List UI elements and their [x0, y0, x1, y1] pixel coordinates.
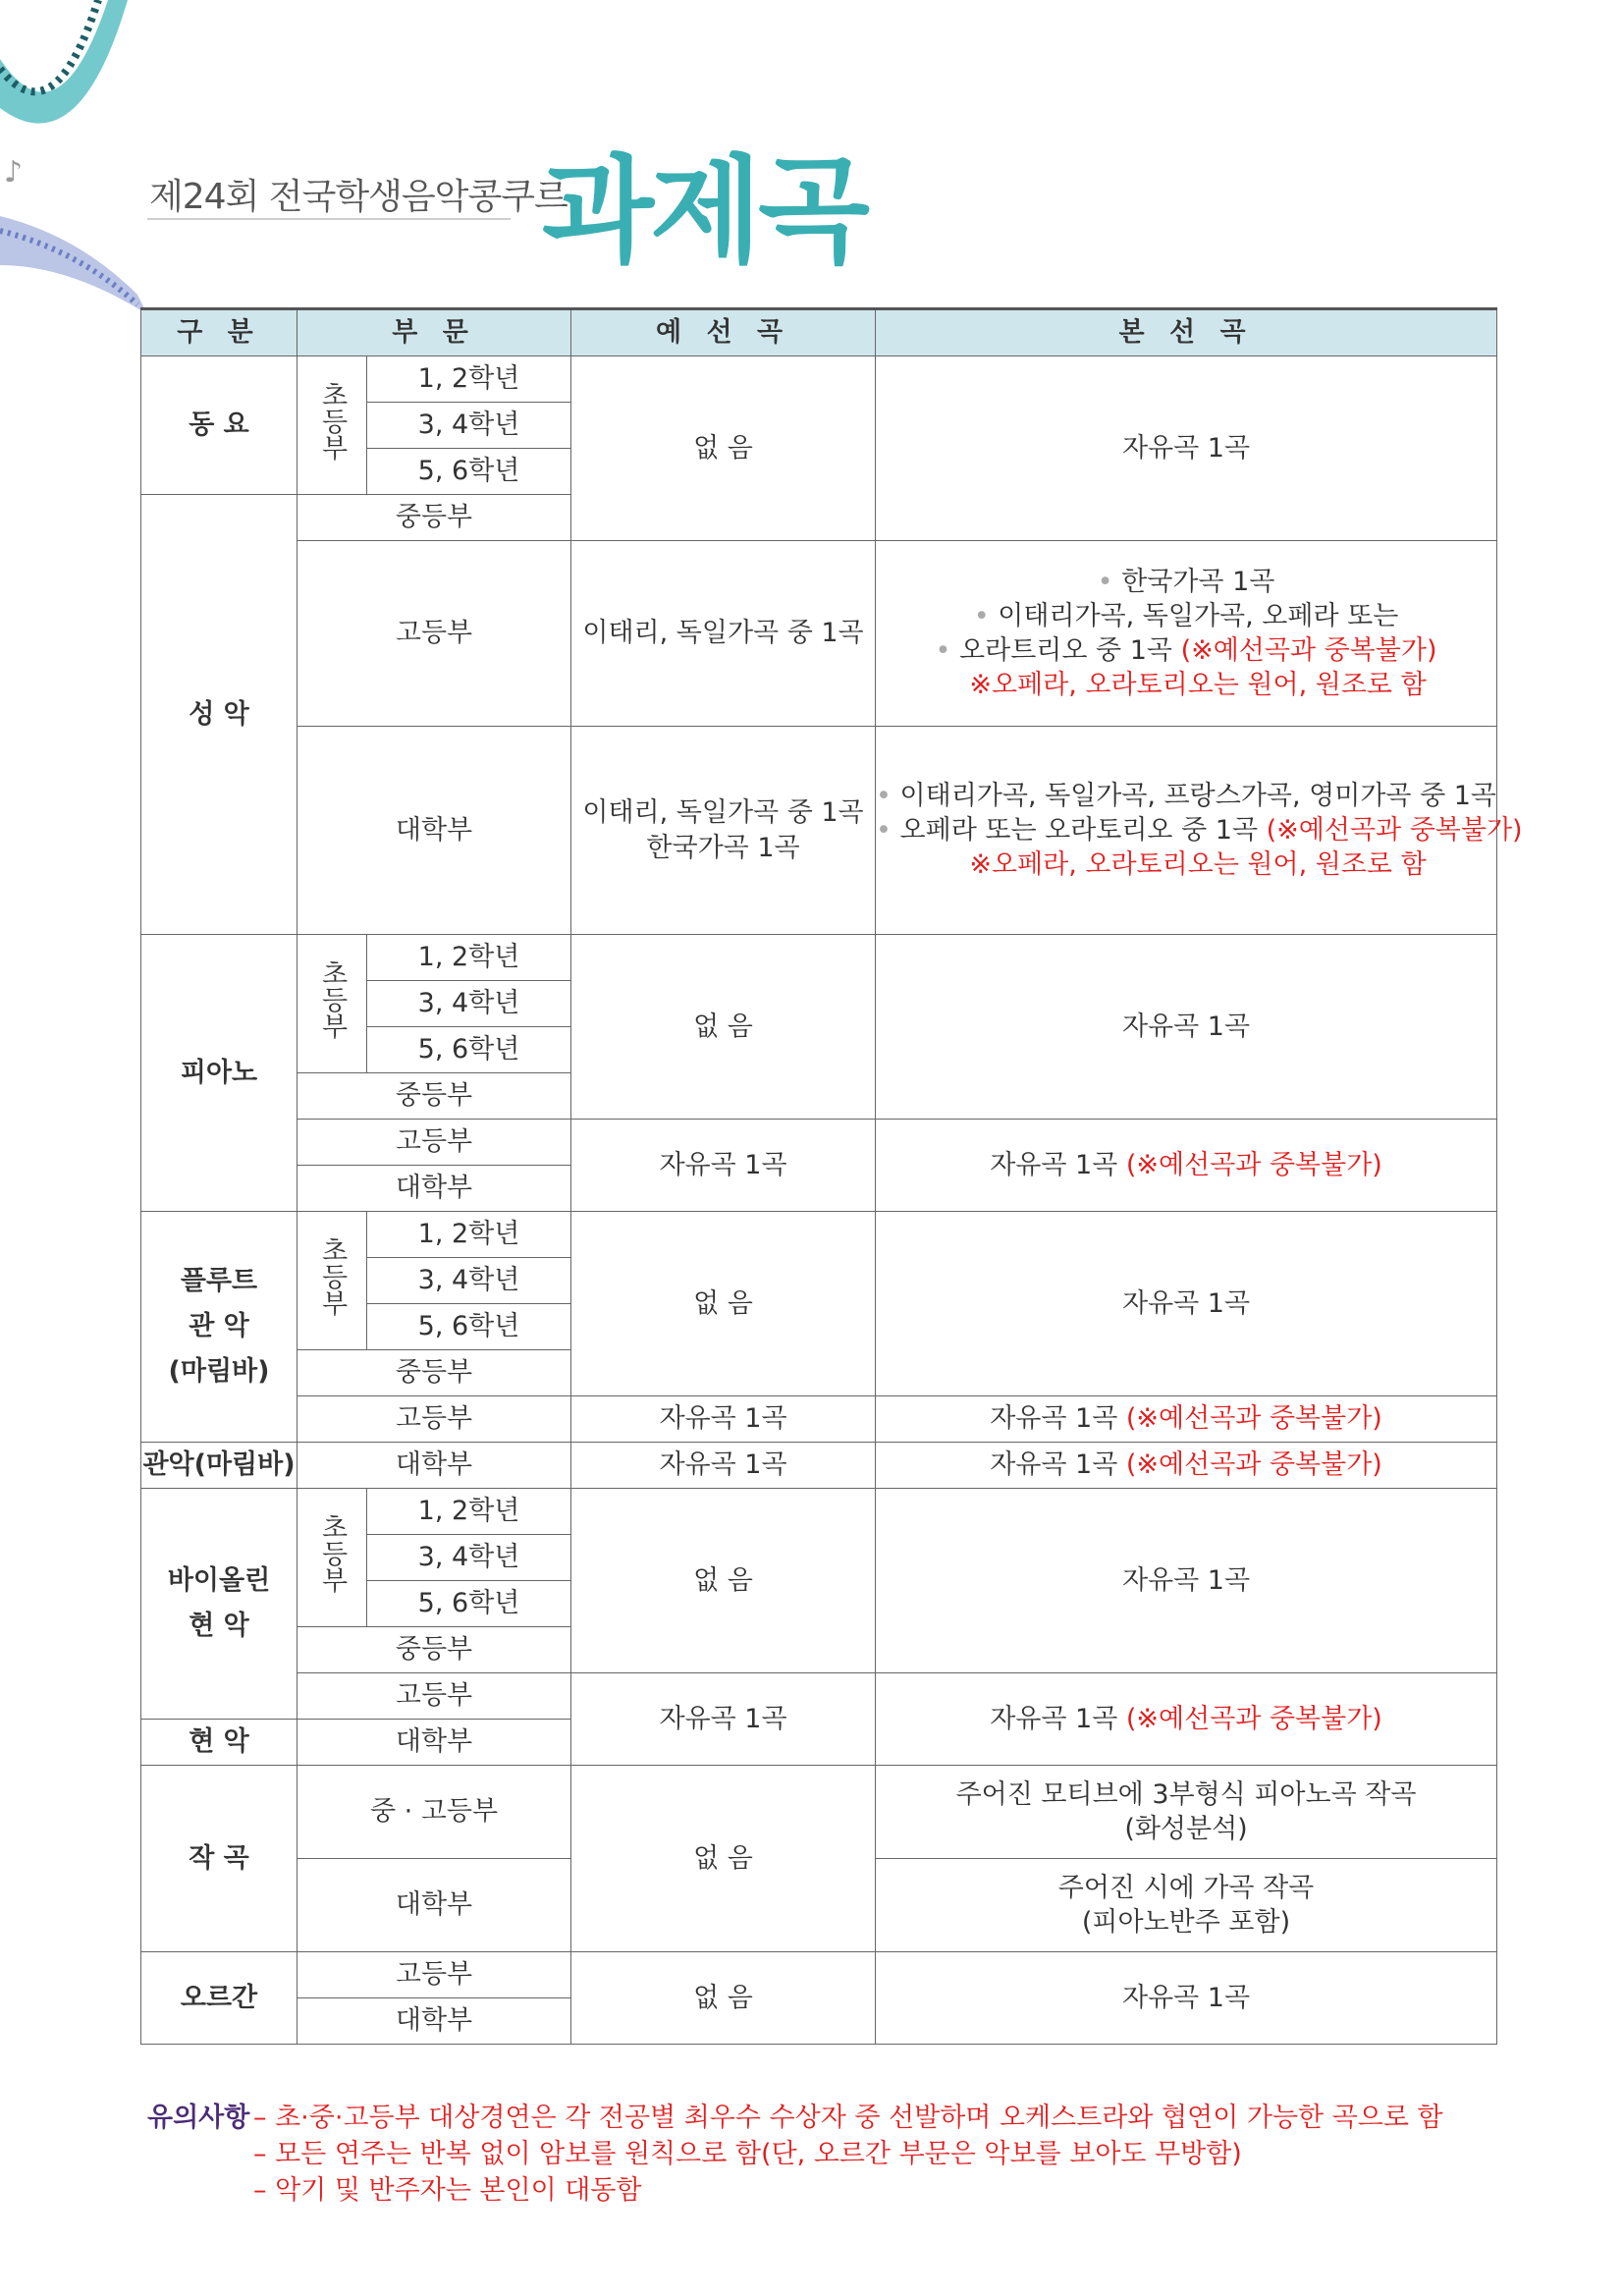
table-header-row: [141, 309, 1497, 356]
elementary-text: 초등부: [316, 1512, 348, 1593]
final-text: 자유곡 1곡: [990, 1149, 1118, 1180]
division-cell: 대학부: [298, 1443, 571, 1489]
final-line: • 이태리가곡, 독일가곡, 오페라 또는: [876, 599, 1496, 633]
elementary-label: [298, 356, 367, 495]
table-row: [141, 935, 1497, 981]
table-row: [141, 1443, 1497, 1489]
grade-cell: 1, 2학년: [367, 356, 571, 403]
grade-cell: 5, 6학년: [367, 449, 571, 495]
grade-cell: 1, 2학년: [367, 935, 571, 981]
final-cell: [876, 1120, 1497, 1212]
elementary-text: 초등부: [316, 380, 348, 461]
table-row: [141, 1766, 1497, 1859]
contest-subtitle: 제24회 전국학생음악콩쿠르: [149, 177, 568, 217]
category-vocal: 성 악: [141, 495, 298, 935]
category-compose: 작 곡: [141, 1766, 298, 1952]
pre-cell: 자유곡 1곡: [571, 1673, 876, 1766]
final-text: 자유곡 1곡: [990, 1449, 1118, 1481]
header-division: 부 문: [298, 309, 571, 356]
category-piano: 피아노: [141, 935, 298, 1212]
pre-cell: 없 음: [571, 1766, 876, 1952]
grade-cell: 5, 6학년: [367, 1581, 571, 1627]
division-cell: 대학부: [298, 1720, 571, 1766]
division-cell: 중 · 고등부: [298, 1766, 571, 1859]
division-cell: 대학부: [298, 727, 571, 935]
grade-cell: 3, 4학년: [367, 1258, 571, 1304]
final-line: • 한국가곡 1곡: [876, 565, 1496, 599]
final-text: 자유곡 1곡: [990, 1403, 1118, 1435]
notes-list: [253, 2100, 1443, 2209]
category-line: 현 악: [189, 1611, 249, 1641]
category-wind: 관악(마림바): [141, 1443, 298, 1489]
grade-cell: 5, 6학년: [367, 1027, 571, 1073]
table-row: [141, 356, 1497, 403]
pre-cell: 없 음: [571, 1212, 876, 1396]
pre-cell: 없 음: [571, 935, 876, 1120]
division-cell: 대학부: [298, 1166, 571, 1212]
pre-cell: 자유곡 1곡: [571, 1396, 876, 1443]
final-line: [876, 633, 1496, 668]
elementary-text: 초등부: [316, 958, 348, 1039]
division-cell: 고등부: [298, 1120, 571, 1166]
duplicate-note: (※예선곡과 중복불가): [1125, 1403, 1382, 1435]
division-cell: 대학부: [298, 1859, 571, 1952]
final-cell: [876, 1396, 1497, 1443]
pre-cell: 없 음: [571, 1489, 876, 1673]
final-cell: [876, 1673, 1497, 1766]
final-cell: [876, 1443, 1497, 1489]
subtitle-underline: [147, 218, 511, 220]
division-cell: 중등부: [298, 1073, 571, 1120]
pre-cell: 없 음: [571, 1952, 876, 2045]
final-line: 주어진 시에 가곡 작곡: [1057, 1872, 1315, 1903]
duplicate-note: (※예선곡과 중복불가): [1266, 814, 1523, 846]
table-row: [141, 1673, 1497, 1720]
final-line: [876, 813, 1523, 847]
final-cell: [876, 541, 1497, 727]
table-row: [141, 727, 1497, 935]
grade-cell: 5, 6학년: [367, 1304, 571, 1350]
note-item: – 초·중·고등부 대상경연은 각 전공별 최우수 수상자 중 선발하며 오케스트라와 협연이 가능한 곡으로 함: [253, 2103, 1443, 2133]
language-note: ※오페라, 오라토리오는 원어, 원조로 함: [969, 849, 1427, 881]
final-line: (화성분석): [1124, 1814, 1248, 1844]
final-line: 주어진 모티브에 3부형식 피아노곡 작곡: [955, 1778, 1417, 1810]
final-text: 자유곡 1곡: [990, 1703, 1118, 1734]
grade-cell: 1, 2학년: [367, 1212, 571, 1258]
category-line: (마림바): [168, 1356, 270, 1387]
pre-cell: 없 음: [571, 356, 876, 541]
category-organ: 오르간: [141, 1952, 298, 2045]
repertoire-table: [140, 307, 1523, 2045]
division-cell: 대학부: [298, 1998, 571, 2045]
duplicate-note: (※예선곡과 중복불가): [1180, 635, 1437, 666]
page-title: 과제곡: [542, 143, 866, 279]
final-cell: 자유곡 1곡: [876, 1212, 1497, 1396]
table-row: [141, 1120, 1497, 1166]
division-cell: 중등부: [298, 1627, 571, 1673]
division-cell: 고등부: [298, 1952, 571, 1998]
division-cell: 고등부: [298, 1396, 571, 1443]
final-line: (피아노반주 포함): [1081, 1907, 1291, 1938]
category-line: 바이올린: [167, 1565, 271, 1596]
elementary-label: [298, 1212, 367, 1350]
table-row: [141, 1952, 1497, 1998]
final-cell: 자유곡 1곡: [876, 935, 1497, 1120]
division-cell: 중등부: [298, 495, 571, 541]
elementary-label: [298, 935, 367, 1073]
note-item: – 모든 연주는 반복 없이 암보를 원칙으로 함(단, 오르간 부문은 악보를 보아도 무방함): [253, 2139, 1242, 2169]
language-note: ※오페라, 오라토리오는 원어, 원조로 함: [969, 670, 1427, 701]
pre-line: 이태리, 독일가곡 중 1곡: [582, 797, 864, 829]
pre-cell: 이태리, 독일가곡 중 1곡: [571, 541, 876, 727]
grade-cell: 3, 4학년: [367, 403, 571, 449]
duplicate-note: (※예선곡과 중복불가): [1125, 1703, 1382, 1734]
final-line: • 이태리가곡, 독일가곡, 프랑스가곡, 영미가곡 중 1곡: [876, 779, 1496, 813]
duplicate-note: (※예선곡과 중복불가): [1125, 1449, 1382, 1481]
division-cell: 중등부: [298, 1350, 571, 1396]
final-text: 오라트리오 중 1곡: [959, 635, 1172, 666]
pre-cell: [571, 727, 876, 935]
final-cell: [876, 1859, 1497, 1952]
table-row: [141, 1212, 1497, 1258]
header-final: 본 선 곡: [876, 309, 1497, 356]
division-cell: 고등부: [298, 1673, 571, 1720]
table-row: [141, 541, 1497, 727]
elementary-text: 초등부: [316, 1235, 348, 1316]
final-cell: 자유곡 1곡: [876, 1952, 1497, 2045]
elementary-label: [298, 1489, 367, 1627]
music-note-icon: ♪: [4, 155, 24, 190]
final-cell: [876, 1766, 1497, 1859]
division-cell: 고등부: [298, 541, 571, 727]
duplicate-note: (※예선곡과 중복불가): [1125, 1149, 1382, 1180]
final-cell: [876, 727, 1523, 935]
grade-cell: 3, 4학년: [367, 981, 571, 1027]
grade-cell: 1, 2학년: [367, 1489, 571, 1535]
category-dongyo: 동 요: [141, 356, 298, 495]
category-flute: [141, 1212, 298, 1443]
table-row: [141, 1396, 1497, 1443]
note-item: – 악기 및 반주자는 본인이 대동함: [253, 2175, 642, 2206]
pre-cell: 자유곡 1곡: [571, 1120, 876, 1212]
piano-keys-decoration: [0, 0, 196, 334]
grade-cell: 3, 4학년: [367, 1535, 571, 1581]
final-cell: 자유곡 1곡: [876, 356, 1497, 541]
pre-cell: 자유곡 1곡: [571, 1443, 876, 1489]
notes-label: 유의사항: [147, 2103, 250, 2133]
pre-line: 한국가곡 1곡: [646, 832, 800, 863]
table-row: [141, 1489, 1497, 1535]
category-strings: 현 악: [141, 1720, 298, 1766]
final-cell: 자유곡 1곡: [876, 1489, 1497, 1673]
final-text: 오페라 또는 오라토리오 중 1곡: [899, 814, 1259, 846]
category-line: 관 악: [189, 1311, 249, 1341]
header-category: 구 분: [141, 309, 298, 356]
category-line: 플루트: [180, 1266, 258, 1296]
header-preliminary: 예 선 곡: [571, 309, 876, 356]
category-violin: [141, 1489, 298, 1720]
